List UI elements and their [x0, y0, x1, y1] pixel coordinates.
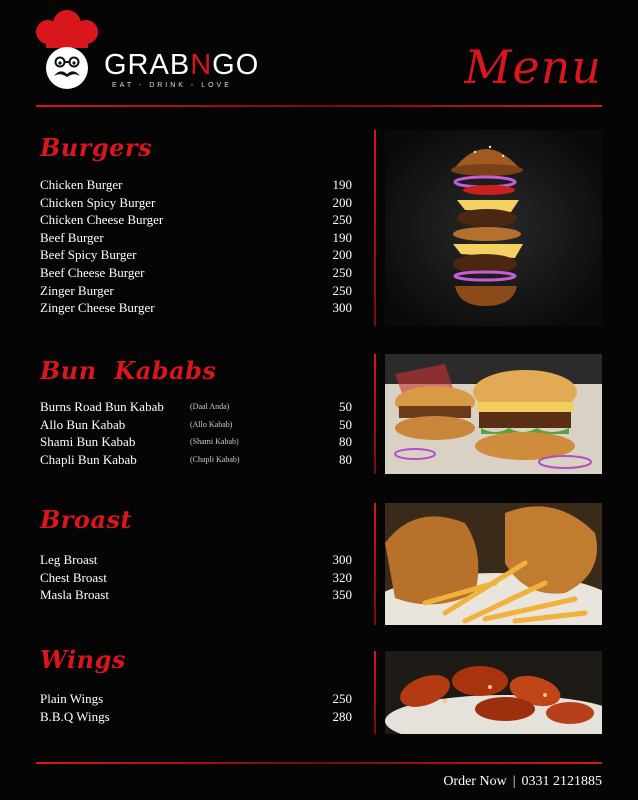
header-divider — [36, 105, 602, 107]
section-divider — [374, 130, 376, 326]
list-item[interactable]: Zinger Cheese Burger 300 — [40, 300, 352, 316]
phone-number[interactable]: 0331 2121885 — [521, 774, 602, 789]
list-item[interactable]: Chicken Cheese Burger 250 — [40, 212, 352, 228]
broast-list — [40, 551, 352, 604]
item-note: (Chapli Kabab) — [190, 454, 240, 464]
broast-photo — [385, 503, 602, 625]
list-item[interactable]: Chest Broast 320 — [40, 569, 352, 585]
brand-logo — [104, 50, 259, 89]
list-item[interactable]: Masla Broast 350 — [40, 587, 352, 603]
chef-mascot-icon — [34, 10, 100, 96]
page-title: Menu — [464, 40, 602, 94]
burgers-list — [40, 176, 352, 317]
list-item[interactable]: Shami Bun Kabab (Shami Kabab) 80 — [40, 434, 352, 450]
list-item[interactable]: Chicken Spicy Burger 200 — [40, 194, 352, 210]
section-divider — [374, 503, 376, 625]
list-item[interactable]: Zinger Burger 250 — [40, 282, 352, 298]
order-label: Order Now — [443, 774, 507, 789]
wings-list — [40, 690, 352, 725]
list-item[interactable]: Leg Broast 300 — [40, 552, 352, 567]
list-item[interactable]: Beef Burger 190 — [40, 229, 352, 245]
list-item[interactable]: Chicken Burger 190 — [40, 177, 352, 192]
section-divider — [374, 651, 376, 734]
list-item[interactable]: B.B.Q Wings 280 — [40, 708, 352, 724]
list-item[interactable]: Beef Spicy Burger 200 — [40, 247, 352, 263]
list-item[interactable]: Chapli Bun Kabab (Chapli Kabab) 80 — [40, 451, 352, 467]
section-divider — [374, 354, 376, 474]
wings-photo — [385, 651, 602, 734]
bun-kababs-list — [40, 398, 352, 468]
brand-name: GRABNGO — [104, 49, 260, 81]
section-title-wings: Wings — [40, 645, 126, 674]
brand-tagline: EAT - DRINK - LOVE — [112, 82, 232, 89]
footer-divider — [36, 762, 602, 764]
footer-separator: | — [512, 774, 516, 789]
item-note: (Daal Anda) — [190, 402, 230, 411]
list-item[interactable]: Beef Cheese Burger 250 — [40, 264, 352, 280]
burger-photo — [385, 130, 602, 326]
list-item[interactable]: Plain Wings 250 — [40, 691, 352, 706]
bun-kabab-photo — [385, 354, 602, 474]
section-title-bun-kababs: Bun Kababs — [40, 356, 217, 385]
section-title-broast: Broast — [40, 505, 133, 534]
order-contact — [443, 774, 602, 790]
list-item[interactable]: Allo Bun Kabab (Allo Kabab) 50 — [40, 416, 352, 432]
list-item[interactable]: Burns Road Bun Kabab (Daal Anda) 50 — [40, 399, 352, 414]
item-note: (Allo Kabab) — [190, 419, 233, 429]
section-title-burgers: Burgers — [40, 133, 153, 162]
item-note: (Shami Kabab) — [190, 437, 239, 447]
